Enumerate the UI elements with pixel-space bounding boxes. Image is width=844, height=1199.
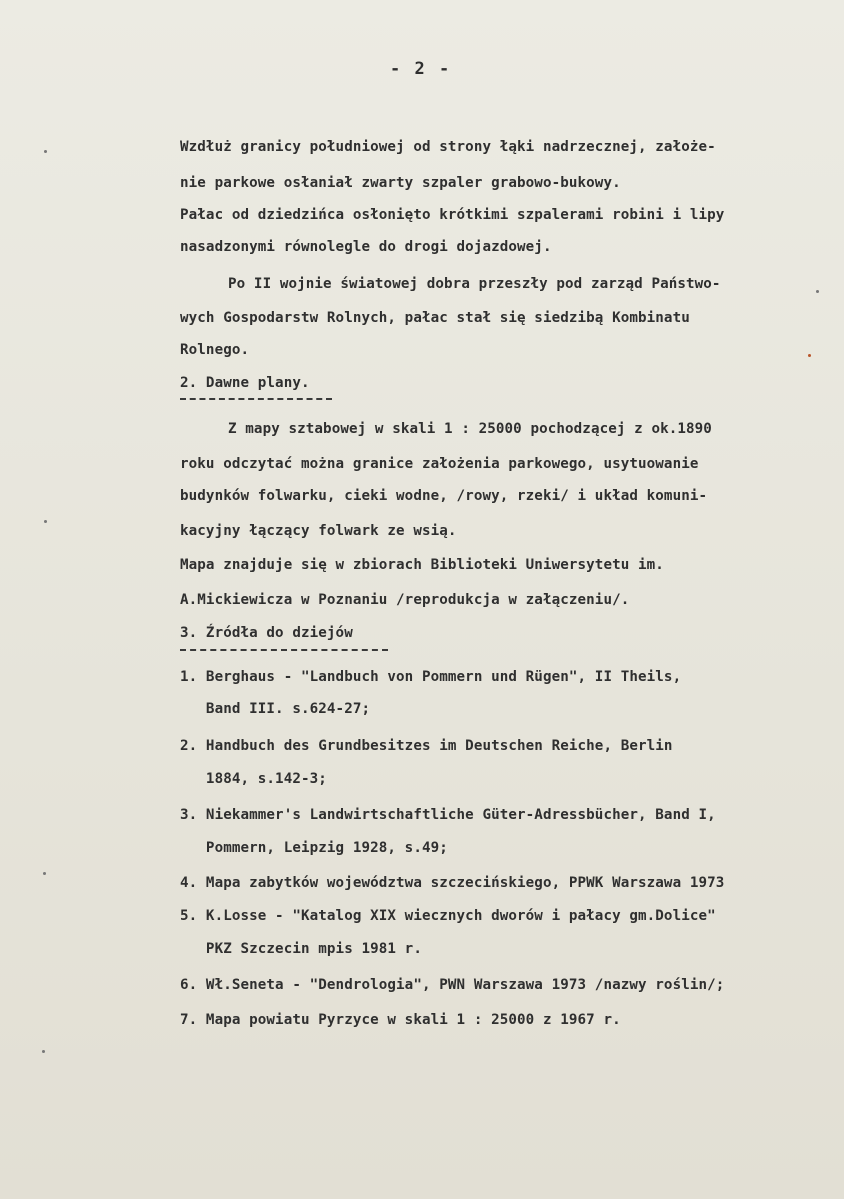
source-item: 1. Berghaus - "Landbuch von Pommern und Rügen", II Theils,: [180, 669, 682, 685]
heading-underline: [180, 649, 388, 651]
source-item: 6. Wł.Seneta - "Dendrologia", PWN Warszawa 1973 /nazwy roślin/;: [180, 977, 725, 993]
paragraph-line: Po II wojnie światowej dobra przeszły pod zarząd Państwo-: [228, 276, 721, 292]
paragraph-line: nasadzonymi równolegle do drogi dojazdowej.: [180, 239, 552, 255]
source-item: 3. Niekammer's Landwirtschaftliche Güter-Adressbücher, Band I,: [180, 807, 716, 823]
paragraph-line: wych Gospodarstw Rolnych, pałac stał się siedzibą Kombinatu: [180, 310, 690, 326]
section-heading: 2. Dawne plany.: [180, 375, 310, 391]
page-number: - 2 -: [390, 59, 452, 79]
paper-speck: [816, 290, 819, 293]
paragraph-line: Pałac od dziedzińca osłonięto krótkimi szpalerami robini i lipy: [180, 207, 725, 223]
paper-speck: [808, 354, 811, 357]
source-item: 4. Mapa zabytków województwa szczecińskiego, PPWK Warszawa 1973: [180, 875, 725, 891]
paper-speck: [43, 872, 46, 875]
paragraph-line: nie parkowe osłaniał zwarty szpaler grabowo-bukowy.: [180, 175, 621, 191]
paragraph-line: Z mapy sztabowej w skali 1 : 25000 pochodzącej z ok.1890: [228, 421, 712, 437]
source-item: 2. Handbuch des Grundbesitzes im Deutschen Reiche, Berlin: [180, 738, 673, 754]
paragraph-line: Wzdłuż granicy południowej od strony łąki nadrzecznej, założe-: [180, 139, 716, 155]
paper-speck: [44, 150, 47, 153]
paragraph-line: kacyjny łączący folwark ze wsią.: [180, 523, 457, 539]
source-item: 1884, s.142-3;: [180, 771, 327, 787]
source-item: 7. Mapa powiatu Pyrzyce w skali 1 : 25000 z 1967 r.: [180, 1012, 621, 1028]
paragraph-line: budynków folwarku, cieki wodne, /rowy, rzeki/ i układ komuni-: [180, 488, 708, 504]
paragraph-line: A.Mickiewicza w Poznaniu /reprodukcja w załączeniu/.: [180, 592, 630, 608]
section-heading: 3. Źródła do dziejów: [180, 625, 353, 641]
source-item: Band III. s.624-27;: [180, 701, 371, 717]
source-item: 5. K.Losse - "Katalog XIX wiecznych dworów i pałacy gm.Dolice": [180, 908, 716, 924]
source-item: PKZ Szczecin mpis 1981 r.: [180, 941, 422, 957]
paragraph-line: Mapa znajduje się w zbiorach Biblioteki Uniwersytetu im.: [180, 557, 664, 573]
paper-speck: [42, 1050, 45, 1053]
paragraph-line: Rolnego.: [180, 342, 250, 358]
paragraph-line: roku odczytać można granice założenia parkowego, usytuowanie: [180, 456, 699, 472]
paper-speck: [44, 520, 47, 523]
heading-underline: [180, 398, 332, 400]
source-item: Pommern, Leipzig 1928, s.49;: [180, 840, 448, 856]
